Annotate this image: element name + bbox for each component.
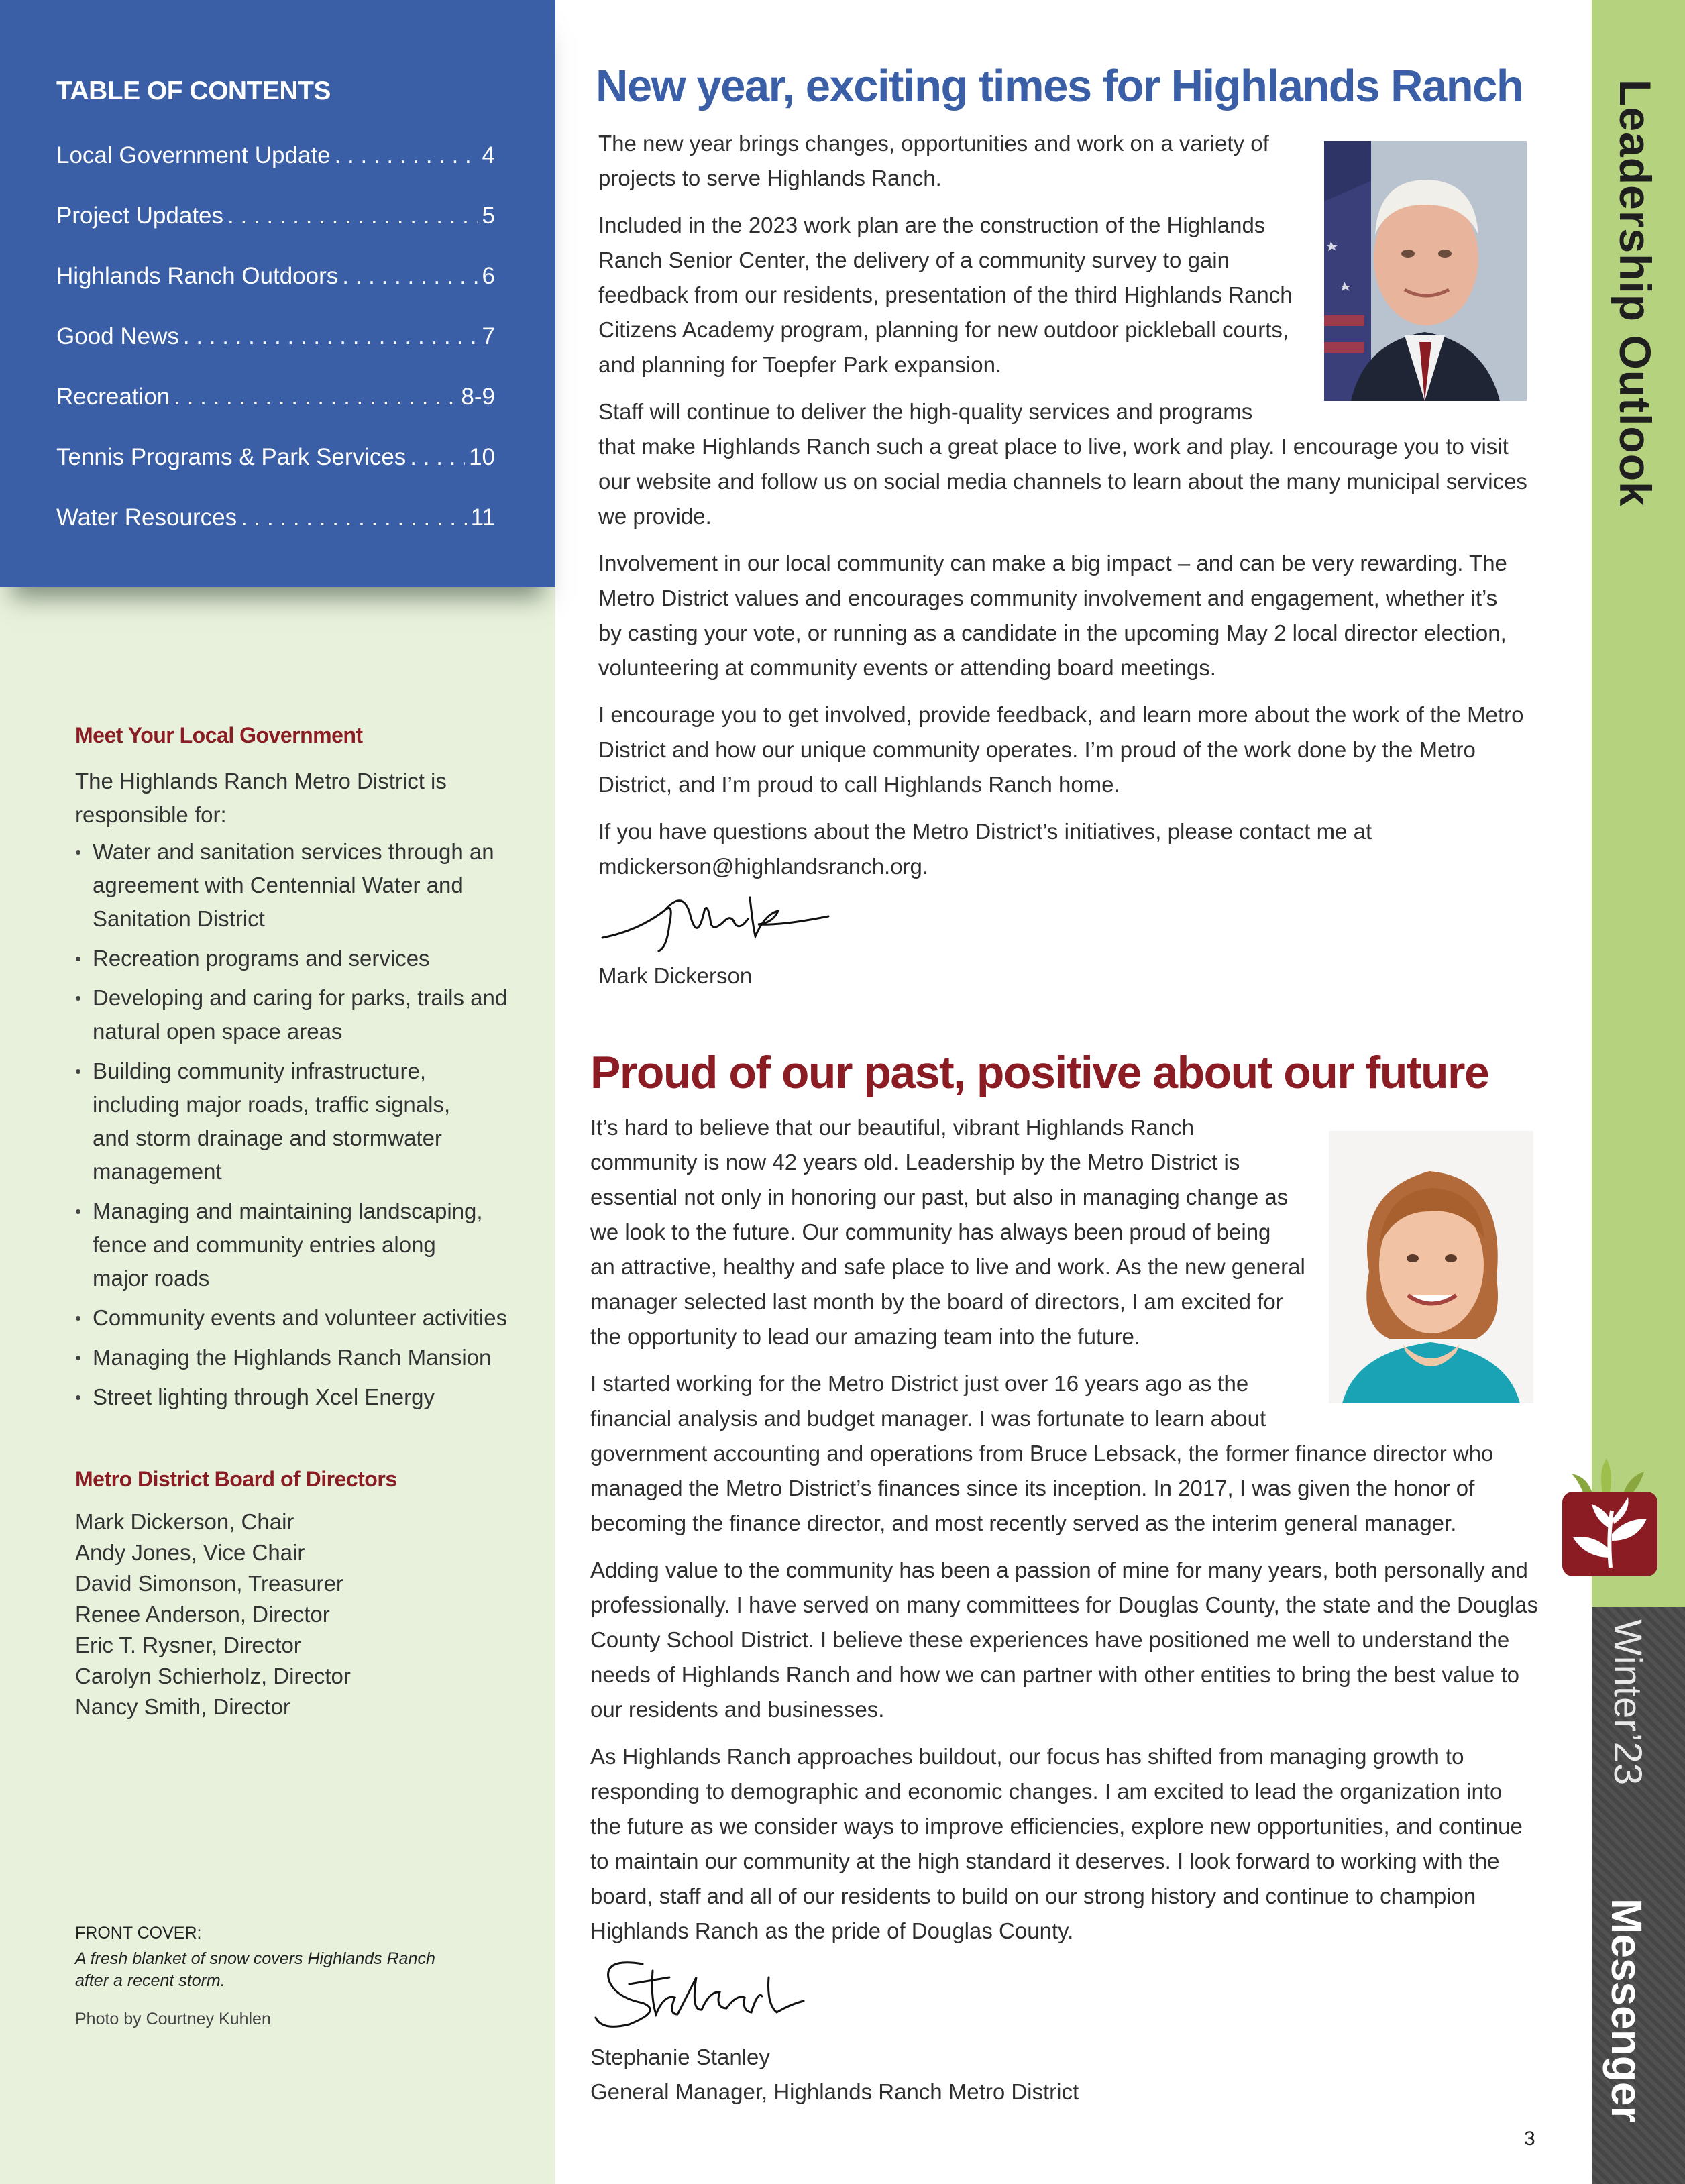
page-number: 3 <box>1524 2128 1535 2150</box>
article2-signer-title: General Manager, Highlands Ranch Metro District <box>590 2079 1079 2104</box>
gov-list-item-line: management <box>93 1159 222 1184</box>
body-line: Involvement in our local community can make a big impact – and can be very rewarding. The <box>598 551 1507 576</box>
toc-leader-dots <box>183 323 478 350</box>
toc-item-page: 10 <box>469 444 495 470</box>
gov-list-item <box>75 1195 531 1295</box>
board-list <box>75 1507 545 1723</box>
body-line: essential not only in honoring our past, but also in managing change as <box>590 1185 1289 1209</box>
toc-item-label: Recreation <box>56 384 170 410</box>
issue-label: Winter’23 <box>1606 1619 1649 1786</box>
body-line: manager selected last month by the board of directors, I am excited for <box>590 1289 1283 1314</box>
publication-label: Messenger <box>1602 1898 1651 2123</box>
cover-caption <box>75 1948 545 1992</box>
gov-list-item-line: including major roads, traffic signals, <box>93 1092 451 1117</box>
gov-heading: Meet Your Local Government <box>75 723 363 747</box>
gov-list-item-line: • Recreation programs and services <box>93 946 430 971</box>
body-line: Adding value to the community has been a passion of mine for many years, both personally and <box>590 1558 1528 1582</box>
gov-list-item <box>75 835 531 936</box>
body-line: financial analysis and budget manager. I was fortunate to learn about <box>590 1406 1266 1431</box>
toc-item[interactable] <box>56 444 495 471</box>
gov-list-item-line: natural open space areas <box>93 1019 343 1044</box>
cover-credit: Photo by Courtney Kuhlen <box>75 2010 271 2028</box>
body-line: professionally. I have served on many committees for Douglas County, the state and the Douglas <box>590 1592 1539 1617</box>
article1-headline: New year, exciting times for Highlands Ranch <box>596 61 1523 111</box>
toc-item-label: Water Resources <box>56 504 237 531</box>
body-line: District and how our unique community operates. I’m proud of the work done by the Metro <box>598 737 1476 762</box>
toc-item-label: Good News <box>56 323 179 349</box>
gov-list-item <box>75 1341 531 1374</box>
board-member: Nancy Smith, Director <box>75 1694 290 1719</box>
body-line: It’s hard to believe that our beautiful, vibrant Highlands Ranch <box>590 1115 1195 1140</box>
body-line: our website and follow us on social media channels to learn about the many municipal services <box>598 469 1527 494</box>
gov-list-item-line: Sanitation District <box>93 906 265 931</box>
gov-list-item <box>75 981 531 1048</box>
body-line: District, and I’m proud to call Highlands Ranch home. <box>598 772 1120 797</box>
article1-signer: Mark Dickerson <box>598 963 753 988</box>
toc-leader-dots <box>227 203 478 229</box>
body-line: feedback from our residents, presentation of the third Highlands Ranch <box>598 282 1293 307</box>
portrait-stephanie-stanley <box>1329 1131 1533 1403</box>
board-member: Andy Jones, Vice Chair <box>75 1540 305 1565</box>
toc-item-label: Tennis Programs & Park Services <box>56 444 406 470</box>
board-member: Renee Anderson, Director <box>75 1602 330 1627</box>
gov-list-item-line: • Water and sanitation services through an <box>93 839 494 864</box>
gov-list-item-line: agreement with Centennial Water and <box>93 873 464 897</box>
body-line: Included in the 2023 work plan are the construction of the Highlands <box>598 213 1266 237</box>
toc-item-page: 7 <box>482 323 495 349</box>
toc-item-page: 4 <box>482 142 495 168</box>
toc-item[interactable] <box>56 384 495 411</box>
body-line: responding to demographic and economic changes. I am excited to lead the organization into <box>590 1779 1503 1804</box>
body-line: managed the Metro District’s finances since its inception. In 2017, I was given the honor of <box>590 1476 1475 1500</box>
body-line: Highlands Ranch as the pride of Douglas County. <box>590 1918 1074 1943</box>
gov-list-item-line: • Managing and maintaining landscaping, <box>93 1199 483 1223</box>
gov-list-item-line: • Community events and volunteer activities <box>93 1305 508 1330</box>
body-line: needs of Highlands Ranch and how we can partner with other entities to bring the best value to <box>590 1662 1520 1687</box>
body-line: The new year brings changes, opportunities and work on a variety of <box>598 131 1269 156</box>
toc-leader-dots <box>410 444 465 471</box>
board-member: Carolyn Schierholz, Director <box>75 1663 351 1688</box>
toc-item-page: 11 <box>470 504 495 531</box>
toc-item-page: 8-9 <box>461 384 495 410</box>
stephanie-stanley-signature <box>589 1951 817 2034</box>
board-member: David Simonson, Treasurer <box>75 1571 343 1596</box>
gov-list-item-line: major roads <box>93 1266 210 1291</box>
board-member: Eric T. Rysner, Director <box>75 1633 301 1657</box>
toc-title: TABLE OF CONTENTS <box>56 76 331 105</box>
body-line: Metro District values and encourages community involvement and engagement, whether it’s <box>598 586 1498 610</box>
toc-item-label: Project Updates <box>56 203 224 229</box>
gov-intro-line: The Highlands Ranch Metro District is <box>75 769 447 794</box>
gov-list-item <box>75 1380 531 1414</box>
gov-list-item-line: fence and community entries along <box>93 1232 436 1257</box>
body-line: mdickerson@highlandsranch.org. <box>598 854 929 879</box>
body-line: by casting your vote, or running as a candidate in the upcoming May 2 local director election, <box>598 620 1507 645</box>
cover-caption-line: after a recent storm. <box>75 1971 225 1990</box>
body-line: volunteering at community events or attending board meetings. <box>598 655 1216 680</box>
toc-item-label: Local Government Update <box>56 142 331 168</box>
gov-list-item <box>75 942 531 975</box>
leaf-plant-icon <box>1558 1457 1662 1579</box>
body-line: that make Highlands Ranch such a great place to live, work and play. I encourage you to visit <box>598 434 1509 459</box>
body-line: becoming the finance director, and most recently served as the interim general manager. <box>590 1511 1457 1535</box>
gov-list-item-line: and storm drainage and stormwater <box>93 1126 442 1150</box>
body-line: Citizens Academy program, planning for new outdoor pickleball courts, <box>598 317 1289 342</box>
article2-signer: Stephanie Stanley <box>590 2044 770 2069</box>
body-line: board, staff and all of our residents to build on our strong history and continue to champion <box>590 1883 1476 1908</box>
gov-responsibilities-list <box>75 835 531 1420</box>
gov-list-item-line: • Building community infrastructure, <box>93 1058 427 1083</box>
portrait-mark-dickerson <box>1324 141 1527 401</box>
body-line: and planning for Toepfer Park expansion. <box>598 352 1002 377</box>
toc-leader-dots <box>241 504 467 531</box>
body-line: I started working for the Metro District just over 16 years ago as the <box>590 1371 1249 1396</box>
toc-item[interactable] <box>56 203 495 229</box>
body-line: we provide. <box>598 504 712 529</box>
body-line: to maintain our community at the high standard it deserves. I look forward to working with the <box>590 1849 1500 1873</box>
gov-intro-line: responsible for: <box>75 802 227 827</box>
body-line: community is now 42 years old. Leadership by the Metro District is <box>590 1150 1240 1175</box>
toc-item[interactable] <box>56 263 495 290</box>
body-line: Staff will continue to deliver the high-quality services and programs <box>598 399 1253 424</box>
toc-leader-dots <box>174 384 457 411</box>
table-of-contents <box>0 0 555 587</box>
body-line: an attractive, healthy and safe place to live and work. As the new general <box>590 1254 1305 1279</box>
toc-item[interactable] <box>56 142 495 169</box>
section-label: Leadership Outlook <box>1611 79 1660 507</box>
body-line: Ranch Senior Center, the delivery of a community survey to gain <box>598 248 1230 272</box>
gov-list-item-line: • Street lighting through Xcel Energy <box>93 1384 435 1409</box>
body-line: we look to the future. Our community has always been proud of being <box>590 1219 1271 1244</box>
toc-leader-dots <box>342 263 478 290</box>
toc-item-page: 5 <box>482 203 495 229</box>
gov-list-item <box>75 1301 531 1335</box>
toc-item-page: 6 <box>482 263 495 289</box>
toc-item-label: Highlands Ranch Outdoors <box>56 263 339 289</box>
body-line: As Highlands Ranch approaches buildout, our focus has shifted from managing growth to <box>590 1744 1464 1769</box>
gov-list-item-line: • Developing and caring for parks, trails and <box>93 985 508 1010</box>
toc-leader-dots <box>335 142 478 169</box>
gov-list-item <box>75 1054 531 1189</box>
toc-item[interactable] <box>56 504 495 531</box>
mark-dickerson-signature <box>597 884 838 954</box>
gov-intro <box>75 765 545 832</box>
body-line: government accounting and operations from Bruce Lebsack, the former finance director who <box>590 1441 1494 1466</box>
body-line: If you have questions about the Metro District’s initiatives, please contact me at <box>598 819 1372 844</box>
article2-headline: Proud of our past, positive about our future <box>590 1047 1489 1098</box>
toc-item[interactable] <box>56 323 495 350</box>
body-line: County School District. I believe these experiences have positioned me well to understand the <box>590 1627 1510 1652</box>
body-line: the opportunity to lead our amazing team into the future. <box>590 1324 1141 1349</box>
body-line: I encourage you to get involved, provide feedback, and learn more about the work of the Metro <box>598 702 1524 727</box>
body-line: our residents and businesses. <box>590 1697 885 1722</box>
cover-caption-line: A fresh blanket of snow covers Highlands Ranch <box>75 1949 435 1968</box>
body-line: projects to serve Highlands Ranch. <box>598 166 942 190</box>
cover-heading: FRONT COVER: <box>75 1924 202 1943</box>
gov-list-item-line: • Managing the Highlands Ranch Mansion <box>93 1345 492 1370</box>
body-line: the future as we consider ways to improve efficiencies, explore new opportunities, and continue <box>590 1814 1523 1839</box>
board-member: Mark Dickerson, Chair <box>75 1509 294 1534</box>
board-heading: Metro District Board of Directors <box>75 1467 397 1491</box>
